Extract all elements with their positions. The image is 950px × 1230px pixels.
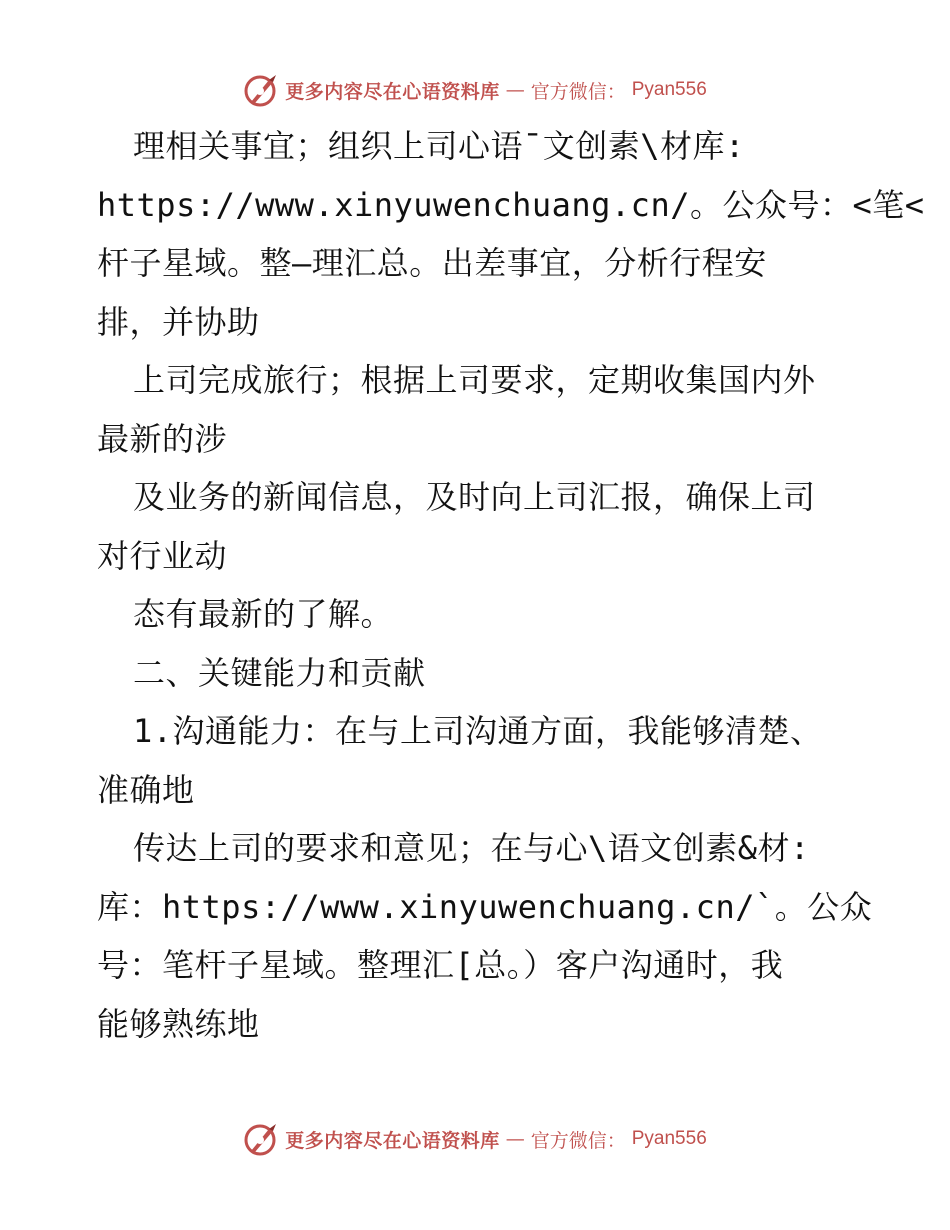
text-line: 能够熟练地	[97, 1004, 260, 1043]
header-banner-dash: —	[505, 79, 525, 101]
header-banner-sub-text: 官方微信：	[530, 80, 626, 103]
text-line: 杆子星域。整—理汇总。出差事宜，分析行程安	[97, 244, 767, 282]
text-line: 号：笔杆子星域。整理汇[总。）客户沟通时，我	[97, 946, 784, 984]
text-line: 理相关事宜；组织上司心语¯文创素\材库:	[133, 127, 745, 165]
text-line: 对行业动	[97, 536, 228, 575]
header-banner-main-text: 更多内容尽在心语资料库	[285, 80, 500, 103]
text-line: 传达上司的要求和意见；在与心\语文创素&材:	[133, 829, 810, 867]
header-banner	[0, 68, 950, 112]
text-line: 1.沟通能力：在与上司沟通方面，我能够清楚、	[133, 712, 823, 750]
footer-banner	[0, 1117, 950, 1161]
footer-banner-inner	[243, 1121, 707, 1157]
text-line: 库：https://www.xinyuwenchuang.cn/`。公众	[97, 887, 873, 926]
text-line: 最新的涉	[97, 419, 228, 458]
text-line: 排，并协助	[97, 302, 260, 341]
text-line: 准确地	[97, 770, 195, 809]
section-heading: 二、关键能力和贡献	[133, 653, 426, 692]
footer-banner-main-text: 更多内容尽在心语资料库	[285, 1129, 500, 1152]
text-line: 及业务的新闻信息，及时向上司汇报，确保上司	[133, 478, 816, 516]
text-line: https://www.xinyuwenchuang.cn/。公众号：<笔<	[97, 185, 925, 224]
footer-banner-dash: —	[505, 1128, 525, 1150]
header-banner-inner	[243, 72, 707, 108]
text-line: 态有最新的了解。	[133, 595, 394, 633]
text-line: 上司完成旅行；根据上司要求，定期收集国内外	[133, 361, 816, 399]
footer-banner-wechat-id: Pyan556	[631, 1128, 707, 1149]
quill-logo-icon	[243, 72, 279, 108]
document-body	[97, 117, 925, 1053]
quill-logo-icon	[243, 1121, 279, 1157]
header-banner-wechat-id: Pyan556	[631, 79, 707, 100]
footer-banner-sub-text: 官方微信：	[530, 1129, 626, 1152]
